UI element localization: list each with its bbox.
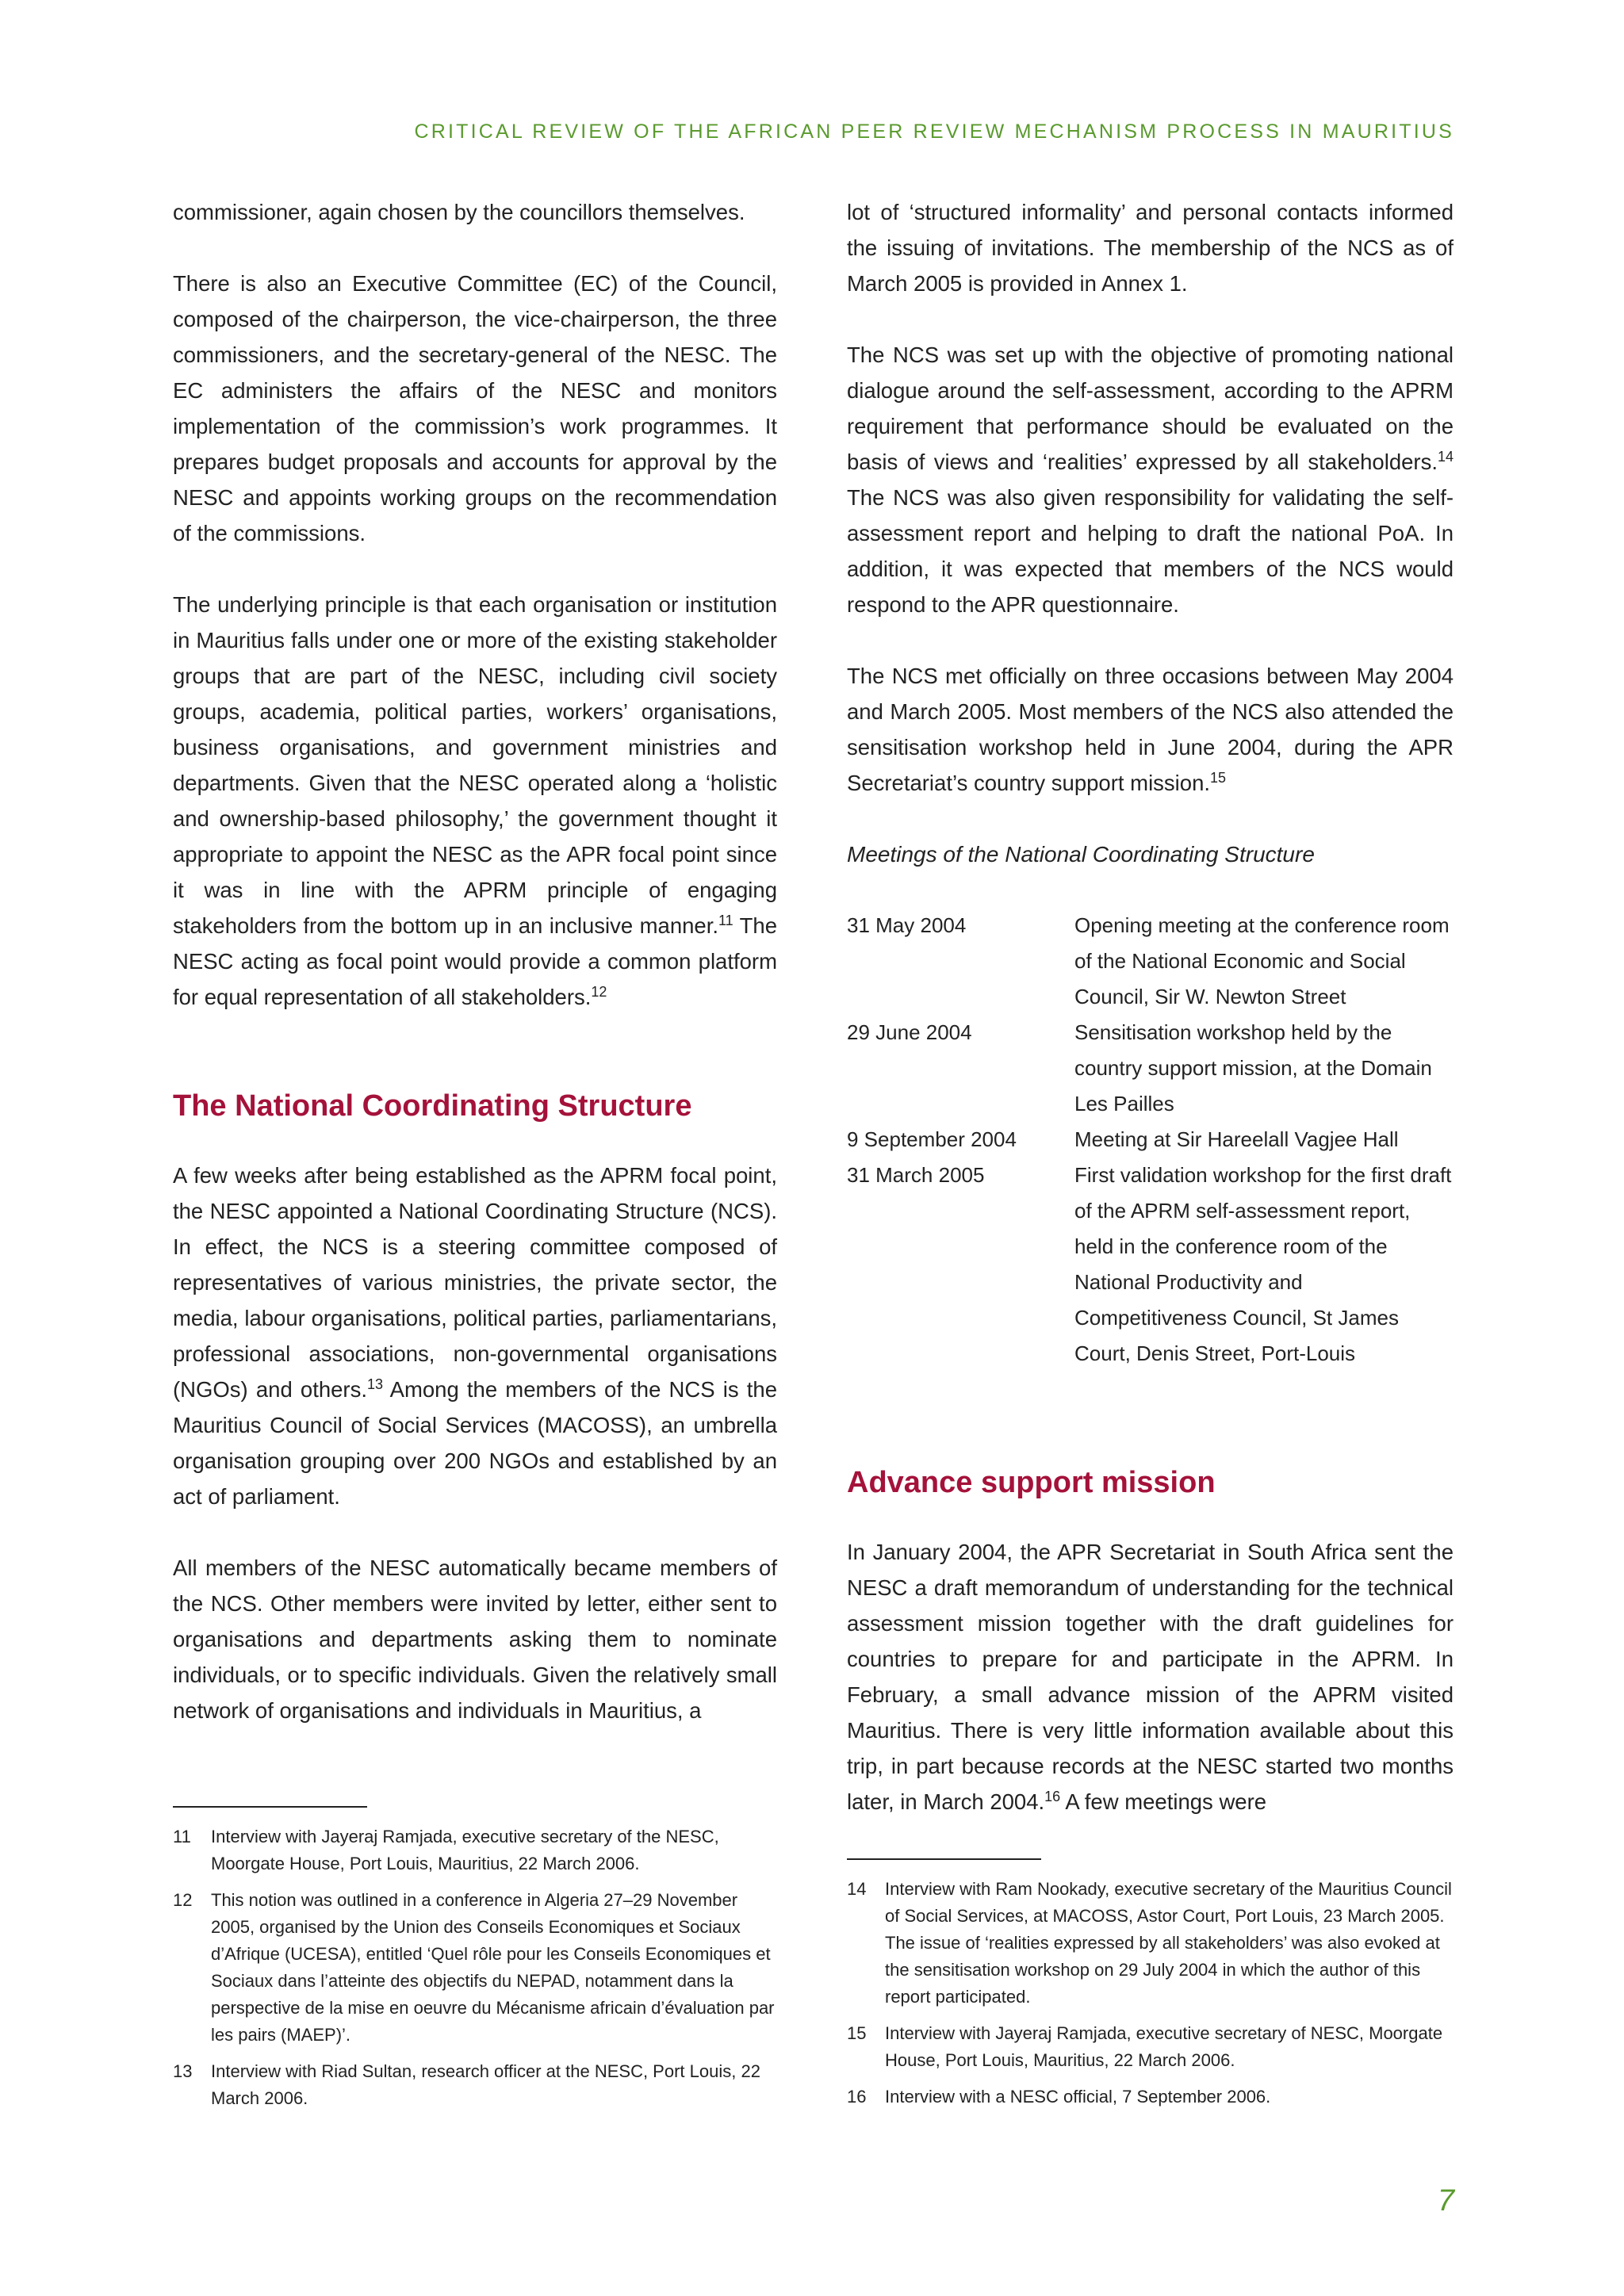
meeting-date: 31 March 2005 — [847, 1163, 985, 1187]
paragraph-text: In January 2004, the APR Secretariat in South Africa sent the NESC a draft memorandum of understanding for the technical assessment mission together with the draft guidelines for countries to prepare for and participate in the APRM. In February, a small advance mission of the APRM visited Mauritius. There is very little information available about this trip, in part because records at the NESC started two months later, in March 2004. — [847, 1540, 1454, 1814]
footnote — [847, 2084, 1454, 2110]
table-row — [847, 1122, 1454, 1158]
footnote-ref: 11 — [718, 912, 733, 928]
paragraph: lot of ‘structured informality’ and personal contacts informed the issuing of invitations. The membership of the NCS as of March 2005 is provided in Annex 1. — [847, 200, 1454, 296]
footnote-number: 11 — [173, 1827, 191, 1846]
paragraph — [847, 337, 1454, 622]
footnote-ref: 12 — [591, 983, 607, 1000]
footnote-text: Interview with Jayeraj Ramjada, executive secretary of the NESC, Moorgate House, Port Louis, Mauritius, 22 March 2006. — [211, 1827, 719, 1873]
paragraph-text: The NCS was set up with the objective of promoting national dialogue around the self-assessment, according to the APRM requirement that performance should be evaluated on the basis of views and ‘realities’ expressed by all stakeholders. — [847, 342, 1454, 474]
paragraph-text: The underlying principle is that each organisation or institution in Mauritius falls under one or more of the existing stakeholder groups that are part of the NESC, including civil society groups, academia, political parties, workers’ organisations, business organisations, and government ministries and departments. Given that the NESC operated along a ‘holistic and ownership-based philosophy,’ the government thought it appropriate to appoint the NESC as the APR focal point since it was in line with the APRM principle of engaging stakeholders from the bottom up in an inclusive manner. — [173, 592, 777, 938]
footnote-text: Interview with Riad Sultan, research officer at the NESC, Port Louis, 22 March 2006. — [211, 2061, 760, 2108]
footnote-number: 13 — [173, 2061, 193, 2081]
paragraph-text: The NESC acting as focal point would provide a common platform for equal representation of all stakeholders. — [173, 913, 777, 1009]
footnote-number: 15 — [847, 2023, 867, 2043]
footnote-number: 16 — [847, 2087, 867, 2107]
right-column — [847, 194, 1454, 1855]
section-heading: Advance support mission — [847, 1466, 1216, 1499]
paragraph-text: The NCS was also given responsibility for validating the self-assessment report and helping to draft the national PoA. In addition, it was expected that members of the NCS would respond to the APR questionnaire. — [847, 485, 1454, 617]
section-heading: The National Coordinating Structure — [173, 1089, 692, 1123]
table-row — [847, 1158, 1454, 1372]
footnote-text: Interview with Jayeraj Ramjada, executive secretary of NESC, Moorgate House, Port Louis, Mauritius, 22 March 2006. — [885, 2023, 1443, 2070]
footnote-text: Interview with a NESC official, 7 September 2006. — [885, 2087, 1271, 2107]
footnote-divider — [847, 1858, 1041, 1860]
page-number: 7 — [1437, 2184, 1454, 2218]
meeting-date: 29 June 2004 — [847, 1020, 972, 1044]
meetings-table — [847, 908, 1454, 1372]
paragraph: All members of the NESC automatically became members of the NCS. Other members were invited by letter, either sent to organisations and departments asking them to nominate individuals, or to specific individuals. Given the relatively small network of organisations and individuals in Mauritius, a — [173, 1556, 777, 1723]
footnote-ref: 15 — [1210, 769, 1227, 786]
paragraph — [847, 1534, 1454, 1820]
table-row — [847, 908, 1454, 1015]
paragraph-text: The NCS met officially on three occasions between May 2004 and March 2005. Most members of the NCS also attended the sensitisation workshop held in June 2004, during the APR Secretariat’s country support mission. — [847, 664, 1454, 795]
paragraph: There is also an Executive Committee (EC) of the Council, composed of the chairperson, the vice-chairperson, the three commissioners, and the secretary-general of the NESC. The EC administers the affairs of the NESC and monitors implementation of the commission’s work programmes. It prepares budget proposals and accounts for approval by the NESC and appoints working groups on the recommendation of the commissions. — [173, 271, 777, 545]
paragraph: commissioner, again chosen by the councillors themselves. — [173, 200, 745, 224]
footnote — [173, 1887, 777, 2049]
footnotes-left — [173, 1806, 777, 2122]
footnote-ref: 14 — [1437, 448, 1454, 465]
footnote-ref: 13 — [366, 1376, 383, 1392]
paragraph-text: Among the members of the NCS is the Mauritius Council of Social Services (MACOSS), an umbrella organisation grouping over 200 NGOs and established by an act of parliament. — [173, 1377, 777, 1509]
footnote — [847, 1876, 1454, 2011]
left-column — [173, 194, 777, 1764]
footnote-text: Interview with Ram Nookady, executive secretary of the Mauritius Council of Social Services, at MACOSS, Astor Court, Port Louis, 23 March 2005. The issue of ‘realities expressed by all stakeholders’ was also evoked at the sensitisation workshop on 29 July 2004 in which the author of this report participated. — [885, 1879, 1452, 2007]
footnote-number: 12 — [173, 1890, 193, 1910]
footnote-number: 14 — [847, 1879, 867, 1899]
footnote — [173, 2058, 777, 2112]
meeting-description: Sensitisation workshop held by the country support mission, at the Domain Les Pailles — [1074, 1020, 1432, 1115]
footnote — [173, 1823, 777, 1877]
meeting-description: First validation workshop for the first draft of the APRM self-assessment report, held in the conference room of the National Productivity and Competitiveness Council, St James Court, Denis Street, Port-Louis — [1074, 1163, 1452, 1365]
paragraph-text: A few weeks after being established as the APRM focal point, the NESC appointed a National Coordinating Structure (NCS). In effect, the NCS is a steering committee composed of representatives of various ministries, the private sector, the media, labour organisations, political parties, parliamentarians, professional associations, non-governmental organisations (NGOs) and others. — [173, 1163, 777, 1402]
paragraph — [847, 658, 1454, 801]
paragraph — [173, 1158, 777, 1514]
footnote-divider — [173, 1806, 367, 1808]
footnote — [847, 2020, 1454, 2074]
meeting-description: Opening meeting at the conference room of the National Economic and Social Council, Sir W. Newton Street — [1074, 913, 1450, 1008]
meeting-date: 9 September 2004 — [847, 1127, 1017, 1151]
paragraph-text: A few meetings were — [1060, 1789, 1267, 1814]
table-row — [847, 1015, 1454, 1122]
meeting-description: Meeting at Sir Hareelall Vagjee Hall — [1074, 1127, 1399, 1151]
paragraph — [173, 587, 777, 1015]
meeting-date: 31 May 2004 — [847, 913, 967, 937]
table-caption: Meetings of the National Coordinating Structure — [847, 842, 1315, 867]
running-head: CRITICAL REVIEW OF THE AFRICAN PEER REVIEW MECHANISM PROCESS IN MAURITIUS — [414, 121, 1454, 143]
footnote-text: This notion was outlined in a conference in Algeria 27–29 November 2005, organised by the Union des Conseils Economiques et Sociaux d’Afrique (UCESA), entitled ‘Quel rôle pour les Conseils Economiques et Sociaux dans l’atteinte des objectifs du NEPAD, notamment dans la perspective de la mise en oeuvre du Mécanisme africain d’évaluation par les pairs (MAEP)’. — [211, 1890, 775, 2045]
footnote-ref: 16 — [1044, 1788, 1061, 1804]
footnotes-right — [847, 1858, 1454, 2120]
